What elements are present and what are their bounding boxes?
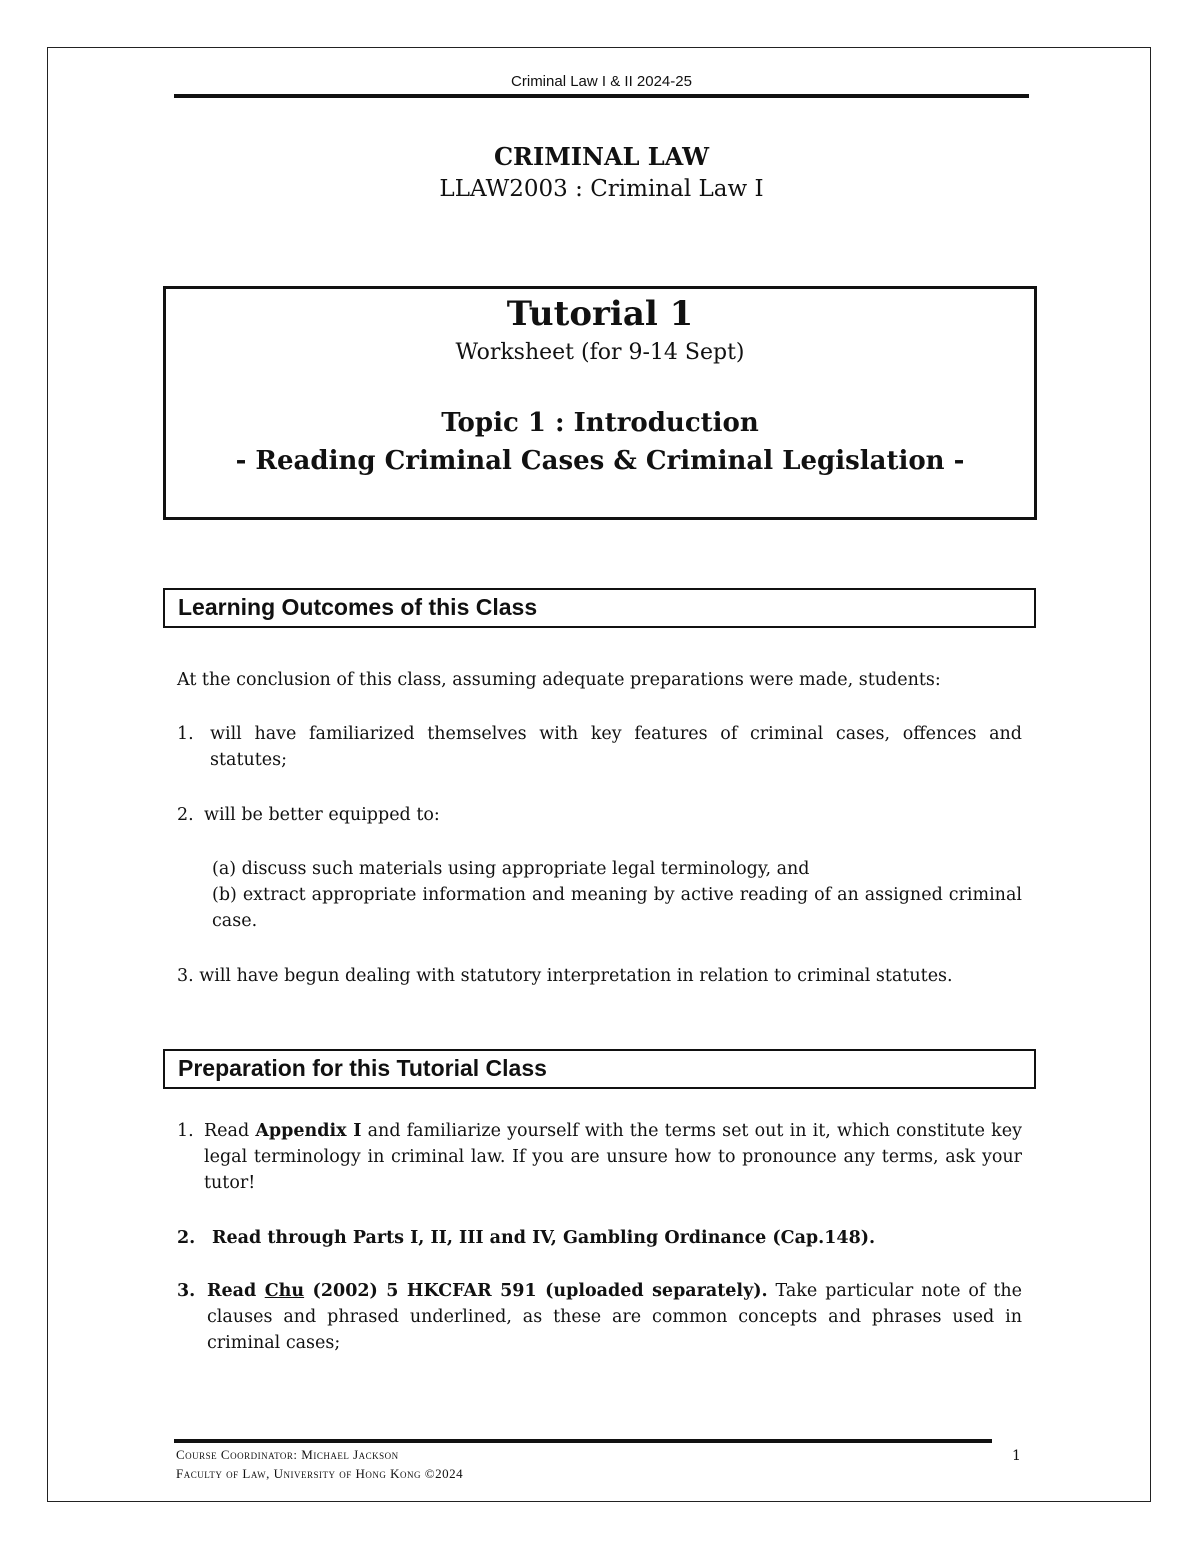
header-rule <box>174 94 1029 98</box>
course-code: LLAW2003 : Criminal Law I <box>439 176 764 202</box>
outcome-2-number: 2. <box>177 805 194 825</box>
footer-rule <box>174 1439 992 1443</box>
preparation-heading: Preparation for this Tutorial Class <box>163 1049 1036 1089</box>
tutorial-topic-subtitle: - Reading Criminal Cases & Criminal Legislation - <box>235 446 965 476</box>
learning-outcomes-heading: Learning Outcomes of this Class <box>163 588 1036 628</box>
prep-3-text <box>207 1278 1022 1356</box>
prep-2-number: 2. <box>177 1228 196 1248</box>
case-name: Chu <box>264 1281 305 1301</box>
tutorial-topic: Topic 1 : Introduction <box>441 408 759 438</box>
prep-3-rest: Take particular note of the clauses and phrased underlined, as these are common concepts and phrases used in criminal cases; <box>207 1281 1022 1353</box>
appendix-reference: Appendix I <box>255 1121 362 1141</box>
tutorial-title: Tutorial 1 <box>506 294 694 334</box>
outcome-2-text: will be better equipped to: <box>204 805 440 825</box>
document-title: CRIMINAL LAW <box>493 142 710 171</box>
tutorial-subtitle: Worksheet (for 9-14 Sept) <box>455 340 745 365</box>
prep-1-number: 1. <box>177 1121 194 1141</box>
running-header: Criminal Law I & II 2024-25 <box>511 73 692 90</box>
outcome-2b-text: (b) extract appropriate information and meaning by active reading of an assigned criminal case. <box>212 885 1022 931</box>
prep-3-read: Read <box>207 1281 265 1301</box>
footer-coordinator: Course Coordinator: Michael Jackson <box>176 1447 399 1462</box>
outcomes-intro: At the conclusion of this class, assuming adequate preparations were made, students: <box>177 670 941 690</box>
prep-1-text <box>204 1118 1022 1196</box>
page-number: 1 <box>1012 1448 1021 1464</box>
outcome-2a-text: (a) discuss such materials using appropriate legal terminology, and <box>212 859 810 879</box>
case-citation: (2002) 5 HKCFAR 591 (uploaded separately). <box>304 1281 768 1301</box>
outcome-3-text: 3. will have begun dealing with statutory interpretation in relation to criminal statutes. <box>177 966 953 986</box>
outcome-1-text: will have familiarized themselves with key features of criminal cases, offences and statutes; <box>210 724 1022 770</box>
prep-3-number: 3. <box>177 1281 196 1301</box>
prep-2-text: Read through Parts I, II, III and IV, Gambling Ordinance (Cap.148). <box>212 1228 876 1248</box>
prep-1-lead: Read <box>204 1121 256 1141</box>
footer-faculty: Faculty of Law, University of Hong Kong ©2024 <box>176 1466 464 1481</box>
outcome-1-number: 1. <box>177 724 194 744</box>
prep-1-rest: and familiarize yourself with the terms set out in it, which constitute key legal terminology in criminal law. If you are unsure how to pronounce any terms, ask your tutor! <box>204 1121 1022 1193</box>
